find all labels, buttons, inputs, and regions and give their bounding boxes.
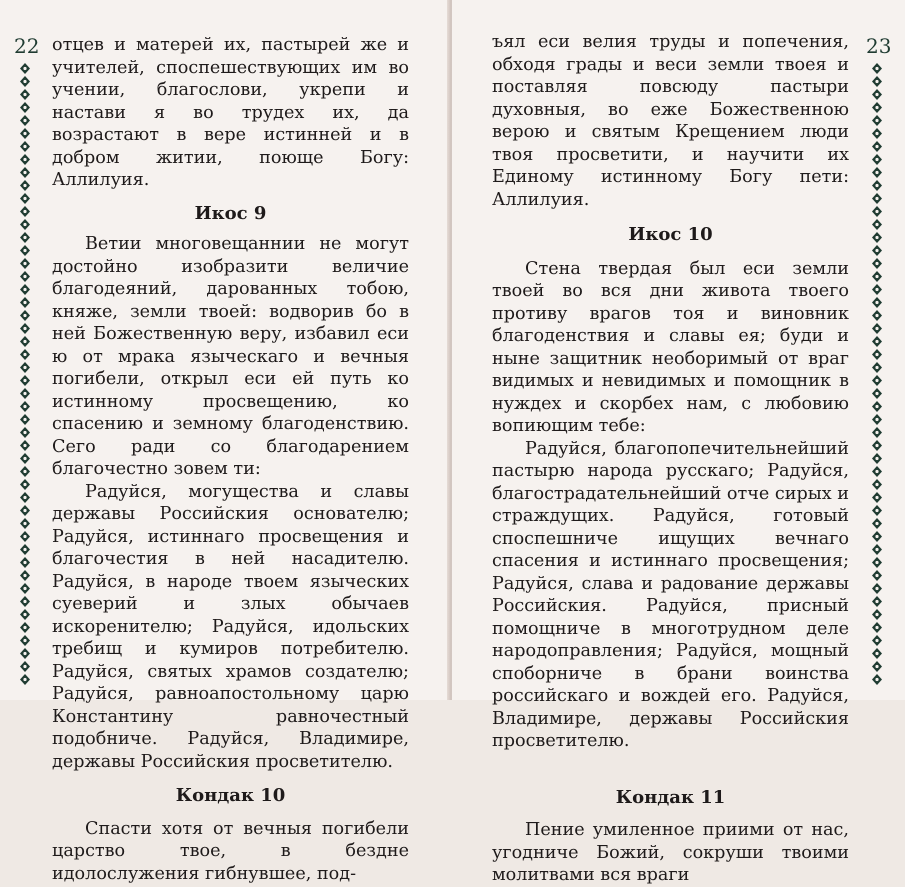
ornament-motif: [20, 284, 30, 295]
ornament-motif: [20, 141, 30, 152]
right-text-column: [492, 31, 849, 887]
ornament-motif: [872, 427, 882, 438]
ornament-motif: [20, 570, 30, 581]
ornament-motif: [20, 609, 30, 620]
rejoice-paragraph-right: Радуйся, благопопечительнейший пастырю народа русскаго; Радуйся, благострадательнейший отче сирых и страждущих. Радуйся, готовый споспешниче ищущих вечнаго спасения и истиннаго просвещения; Радуйся, слава и радование державы Российския. Радуйся, присный помощниче в многотрудном деле народоправления; Радуйся, мощный споборниче в брани воинства российскаго и вождей его. Радуйся, Владимире, державы Российския просветителю.: [492, 438, 849, 751]
ornament-motif: [872, 362, 882, 373]
ornament-motif: [20, 258, 30, 269]
kondak-heading-right: Кондак 11: [615, 786, 726, 808]
ornament-motif: [20, 466, 30, 477]
ornament-border-right: [870, 62, 884, 690]
ornament-motif: [20, 362, 30, 373]
ornament-motif: [20, 518, 30, 529]
ornament-motif: [20, 128, 30, 139]
ornament-motif: [20, 245, 30, 256]
ornament-motif: [872, 128, 882, 139]
ornament-motif: [872, 349, 882, 360]
ornament-motif: [20, 492, 30, 503]
kondak-paragraph-left: Спасти хотя от вечныя погибели царство твое, в бездне идолослужения гибнувшее, под-: [52, 818, 409, 884]
ornament-motif: [20, 674, 30, 685]
ornament-motif: [872, 401, 882, 412]
ornament-motif: [872, 206, 882, 217]
ornament-motif: [872, 648, 882, 659]
ornament-motif: [872, 388, 882, 399]
ornament-motif: [20, 76, 30, 87]
ornament-motif: [20, 596, 30, 607]
ornament-motif: [20, 180, 30, 191]
right-lead-paragraph: ъял еси велия труды и попечения, обходя грады и веси земли твоея и поставляя повсюду пастыри духовныя, во еже Божественною верою и святым Крещением люди твоя просветити, и научити их Единому истинному Богу пети: Аллилуия.: [492, 32, 849, 210]
rejoice-paragraph-left: Радуйся, могущества и славы державы Российския основателю; Радуйся, истиннаго просвещения и благочестия в ней насадителю. Радуйся, в народе твоем языческих суеверий и злых обычаев искоренителю; Радуйся, идольских требищ и кумиров потребителю. Радуйся, святых храмов создателю; Радуйся, равноапостольному царю Константину равночестный подобниче. Радуйся, Владимире, державы Российския просветителю.: [52, 481, 409, 772]
ornament-motif: [872, 154, 882, 165]
ornament-motif: [20, 414, 30, 425]
ornament-motif: [872, 76, 882, 87]
right-page: [452, 0, 905, 885]
ornament-motif: [872, 505, 882, 516]
ornament-motif: [872, 635, 882, 646]
kondak-paragraph-right: Пение умиленное приими от нас, угодниче Божий, сокруши твоими молитвами вся враги: [492, 820, 849, 885]
ornament-motif: [872, 310, 882, 321]
ornament-motif: [872, 414, 882, 425]
ornament-motif: [872, 245, 882, 256]
ornament-motif: [20, 232, 30, 243]
ornament-motif: [20, 102, 30, 113]
ornament-motif: [872, 219, 882, 230]
ornament-motif: [872, 232, 882, 243]
ornament-motif: [872, 102, 882, 113]
ornament-motif: [872, 115, 882, 126]
ornament-motif: [20, 375, 30, 386]
ornament-motif: [872, 323, 882, 334]
page-number-left: 22: [14, 34, 40, 58]
ornament-motif: [872, 284, 882, 295]
ornament-motif: [20, 336, 30, 347]
ornament-motif: [872, 167, 882, 178]
ornament-motif: [20, 219, 30, 230]
left-lead-paragraph: отцев и матерей их, пастырей же и учителей, споспешествующих им во учении, благослови, укрепи и настави я во трудех их, да возрастают в вере истинней и в добром житии, поюще Богу: Аллилуия.: [52, 35, 409, 190]
ornament-motif: [872, 271, 882, 282]
ornament-border-left: [18, 62, 32, 690]
ikos-paragraph-right: Стена твердая был еси земли твоей во вся дни живота твоего противу врагов тоя и виновник благоденствия и славы ея; буди и ныне защитник необоримый от враг видимых и невидимых и помощник в нуждех и скорбех нам, с любовию вопиющим тебе:: [492, 258, 849, 436]
ornament-motif: [872, 570, 882, 581]
ornament-motif: [872, 336, 882, 347]
ornament-motif: [20, 167, 30, 178]
ornament-motif: [872, 258, 882, 269]
ornament-motif: [872, 492, 882, 503]
ornament-motif: [20, 453, 30, 464]
ornament-motif: [20, 193, 30, 204]
ornament-motif: [872, 141, 882, 152]
left-text-column: [52, 34, 409, 885]
ornament-motif: [872, 518, 882, 529]
ornament-motif: [872, 609, 882, 620]
ornament-motif: [872, 297, 882, 308]
ornament-motif: [20, 89, 30, 100]
ornament-motif: [872, 557, 882, 568]
ornament-motif: [20, 271, 30, 282]
ornament-motif: [872, 63, 882, 74]
ornament-motif: [20, 427, 30, 438]
ornament-motif: [872, 180, 882, 191]
ikos-paragraph-left: Ветии многовещаннии не могут достойно изобразити величие благодеяний, дарованных тобою, княже, земли твоей: водворив бо в ней Божественную веру, избавил еси ю от мрака языческаго и вечныя погибели, открыл еси ей путь ко истинному просвещению, ко спасению и земному благоденствию. Сего ради со благодарением благочестно зовем ти:: [52, 234, 409, 479]
ornament-motif: [20, 206, 30, 217]
ornament-motif: [872, 479, 882, 490]
ornament-motif: [20, 310, 30, 321]
ornament-motif: [872, 89, 882, 100]
page-number-right: 23: [866, 34, 892, 58]
ornament-motif: [20, 544, 30, 555]
ornament-motif: [872, 544, 882, 555]
ornament-motif: [20, 635, 30, 646]
ornament-motif: [20, 648, 30, 659]
ornament-motif: [872, 674, 882, 685]
ornament-motif: [872, 453, 882, 464]
ornament-motif: [872, 531, 882, 542]
ornament-motif: [20, 63, 30, 74]
ornament-motif: [872, 583, 882, 594]
kondak-heading-left: Кондак 10: [175, 785, 286, 806]
ikos-heading-left: Икос 9: [194, 202, 267, 224]
ornament-motif: [20, 557, 30, 568]
ornament-motif: [20, 622, 30, 633]
ornament-motif: [872, 193, 882, 204]
ornament-motif: [20, 349, 30, 360]
ornament-motif: [20, 661, 30, 672]
ornament-motif: [20, 388, 30, 399]
ornament-motif: [872, 596, 882, 607]
ornament-motif: [20, 479, 30, 490]
ornament-motif: [20, 154, 30, 165]
ornament-motif: [20, 505, 30, 516]
ornament-motif: [20, 323, 30, 334]
ornament-motif: [872, 440, 882, 451]
ornament-motif: [20, 401, 30, 412]
ornament-motif: [20, 297, 30, 308]
ornament-motif: [20, 115, 30, 126]
ornament-motif: [872, 466, 882, 477]
ornament-motif: [872, 661, 882, 672]
ornament-motif: [20, 531, 30, 542]
ikos-heading-right: Икос 10: [628, 224, 713, 245]
ornament-motif: [20, 440, 30, 451]
ornament-motif: [872, 622, 882, 633]
left-page: [0, 0, 449, 884]
ornament-motif: [872, 375, 882, 386]
ornament-motif: [20, 583, 30, 594]
